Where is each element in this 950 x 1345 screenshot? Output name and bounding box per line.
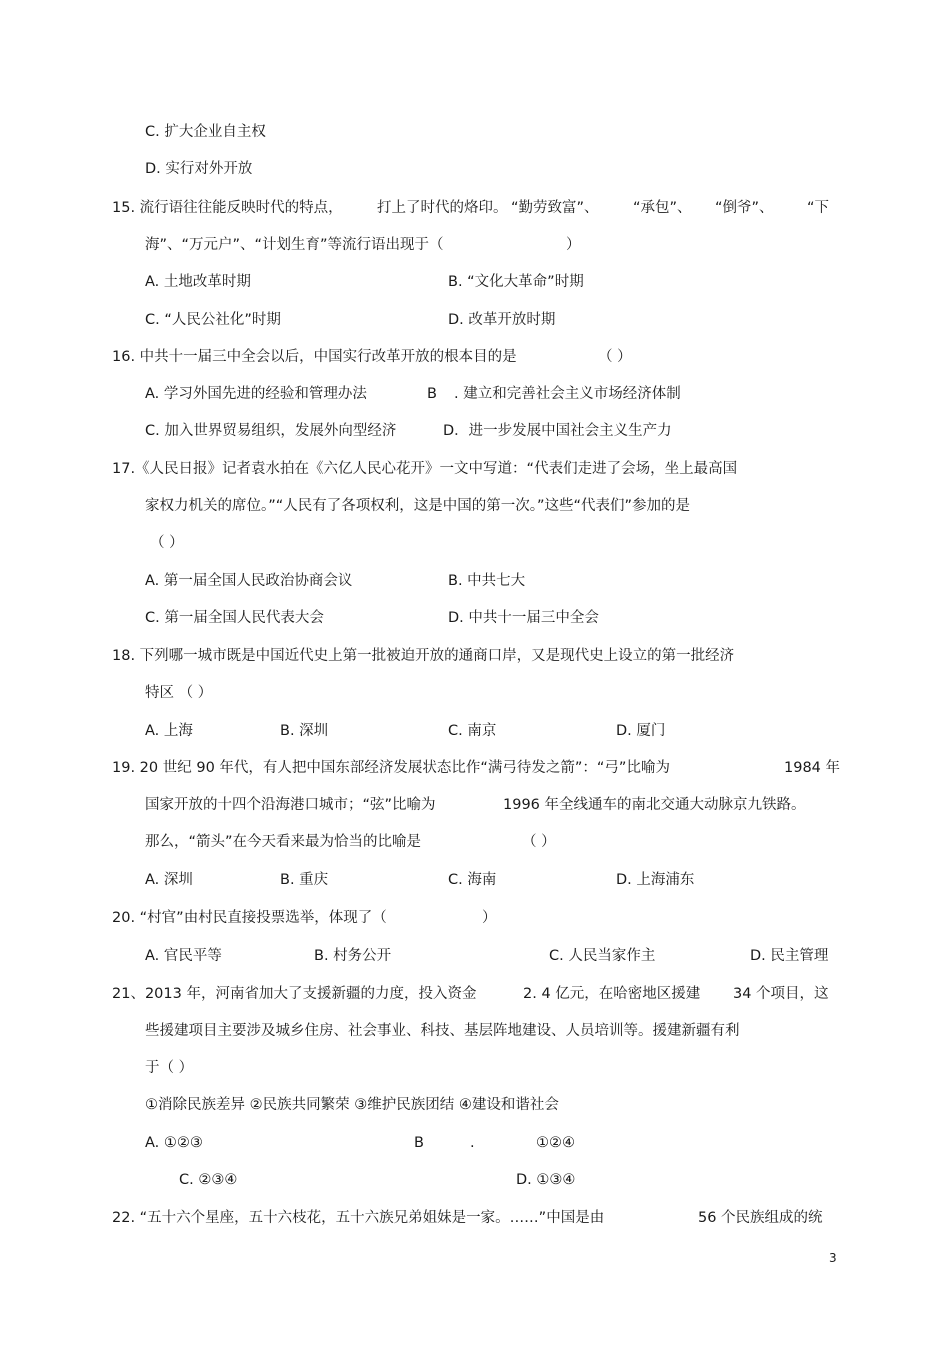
- q19-stem-line2b: 1996 年全线通车的南北交通大动脉京九铁路。: [503, 797, 806, 813]
- q18-option-c: C. 南京: [448, 723, 497, 739]
- q19-stem-paren: （ ）: [522, 834, 556, 850]
- q21-option-d: D. ①③④: [516, 1172, 576, 1188]
- q16-option-a: A. 学习外国先进的经验和管理办法: [145, 386, 367, 402]
- q17-stem-paren: （ ）: [150, 535, 184, 551]
- q14-option-d: D. 实行对外开放: [145, 161, 253, 177]
- q21-stem-line1a: 21、2013 年，河南省加大了支援新疆的力度，投入资金: [112, 986, 477, 1002]
- q15-stem-part6: “下: [807, 200, 830, 216]
- q15-stem-part1: 15. 流行语往往能反映时代的特点，: [112, 200, 343, 216]
- q14-option-c: C. 扩大企业自主权: [145, 124, 266, 140]
- q21-statements: ①消除民族差异 ②民族共同繁荣 ③维护民族团结 ④建设和谐社会: [145, 1097, 559, 1113]
- q19-option-b: B. 重庆: [280, 872, 329, 888]
- q21-stem-line2: 些援建项目主要涉及城乡住房、社会事业、科技、基层阵地建设、人员培训等。援建新疆有利: [145, 1023, 740, 1039]
- q17-stem-line1: 17.《人民日报》记者袁水拍在《六亿人民心花开》一文中写道：“代表们走进了会场，坐上最高国: [112, 461, 738, 477]
- q21-option-b-letter: B: [414, 1135, 424, 1151]
- q19-stem-year: 1984 年: [784, 760, 841, 776]
- q17-option-c: C. 第一届全国人民代表大会: [145, 610, 324, 626]
- q18-stem-line2: 特区 （ ）: [145, 685, 213, 701]
- q19-option-a: A. 深圳: [145, 872, 193, 888]
- q20-option-b: B. 村务公开: [314, 948, 392, 964]
- page-number: 3: [829, 1251, 837, 1265]
- q22-stem-part1: 22. “五十六个星座，五十六枝花，五十六族兄弟姐妹是一家。……”中国是由: [112, 1210, 605, 1226]
- q16-option-d: D．进一步发展中国社会主义生产力: [443, 423, 672, 439]
- q15-option-c: C. “人民公社化”时期: [145, 312, 281, 328]
- q19-option-d: D. 上海浦东: [616, 872, 695, 888]
- q19-stem-line1: 19. 20 世纪 90 年代，有人把中国东部经济发展状态比作“满弓待发之箭”：“弓”比喻为: [112, 760, 670, 776]
- q15-option-a: A. 土地改革时期: [145, 274, 251, 290]
- q20-option-c: C. 人民当家作主: [549, 948, 656, 964]
- q18-option-b: B. 深圳: [280, 723, 329, 739]
- q15-stem-part5: “倒爷”、: [715, 200, 774, 216]
- q20-option-a: A. 官民平等: [145, 948, 222, 964]
- q19-stem-line3: 那么，“箭头”在今天看来最为恰当的比喻是: [145, 834, 422, 850]
- q15-stem-part2: 打上了时代的烙印。: [377, 200, 508, 216]
- q21-option-c: C. ②③④: [179, 1172, 238, 1188]
- q15-option-b: B. “文化大革命”时期: [448, 274, 584, 290]
- q15-stem-part3: “勤劳致富”、: [511, 200, 599, 216]
- q21-stem-line3: 于（ ）: [145, 1060, 194, 1076]
- q16-stem-paren: （ ）: [598, 349, 632, 365]
- q21-option-a: A. ①②③: [145, 1135, 203, 1151]
- q20-option-d: D. 民主管理: [750, 948, 829, 964]
- q22-stem-part2: 56 个民族组成的统: [698, 1210, 823, 1226]
- q15-stem-part4: “承包”、: [633, 200, 692, 216]
- q16-option-c: C. 加入世界贸易组织，发展外向型经济: [145, 423, 397, 439]
- q16-option-b: . 建立和完善社会主义市场经济体制: [454, 386, 681, 402]
- q17-stem-line2: 家权力机关的席位。”“人民有了各项权利，这是中国的第一次。”这些“代表们”参加的是: [145, 498, 691, 514]
- q21-option-b: ①②④: [536, 1135, 575, 1151]
- q16-option-b-letter: B: [427, 386, 437, 402]
- q21-stem-line1b: 2. 4 亿元，在哈密地区援建: [523, 986, 701, 1002]
- q20-stem: 20. “村官”由村民直接投票选举，体现了（: [112, 910, 387, 926]
- q17-option-d: D. 中共十一届三中全会: [448, 610, 599, 626]
- q19-stem-line2a: 国家开放的十四个沿海港口城市；“弦”比喻为: [145, 797, 436, 813]
- q15-stem-line2: 海”、“万元户”、“计划生育”等流行语出现于（: [145, 237, 444, 253]
- q18-option-d: D. 厦门: [616, 723, 666, 739]
- q21-option-b-dot: .: [470, 1135, 475, 1151]
- q18-stem-line1: 18. 下列哪一城市既是中国近代史上第一批被迫开放的通商口岸，又是现代史上设立的第一批经济: [112, 648, 735, 664]
- q15-option-d: D. 改革开放时期: [448, 312, 556, 328]
- q18-option-a: A. 上海: [145, 723, 193, 739]
- q17-option-b: B. 中共七大: [448, 573, 526, 589]
- q20-stem-paren: ）: [482, 910, 497, 926]
- q16-stem: 16. 中共十一届三中全会以后，中国实行改革开放的根本目的是: [112, 349, 517, 365]
- q19-option-c: C. 海南: [448, 872, 497, 888]
- q15-stem-paren: ）: [566, 237, 581, 253]
- q21-stem-line1c: 34 个项目，这: [733, 986, 829, 1002]
- q17-option-a: A. 第一届全国人民政治协商会议: [145, 573, 353, 589]
